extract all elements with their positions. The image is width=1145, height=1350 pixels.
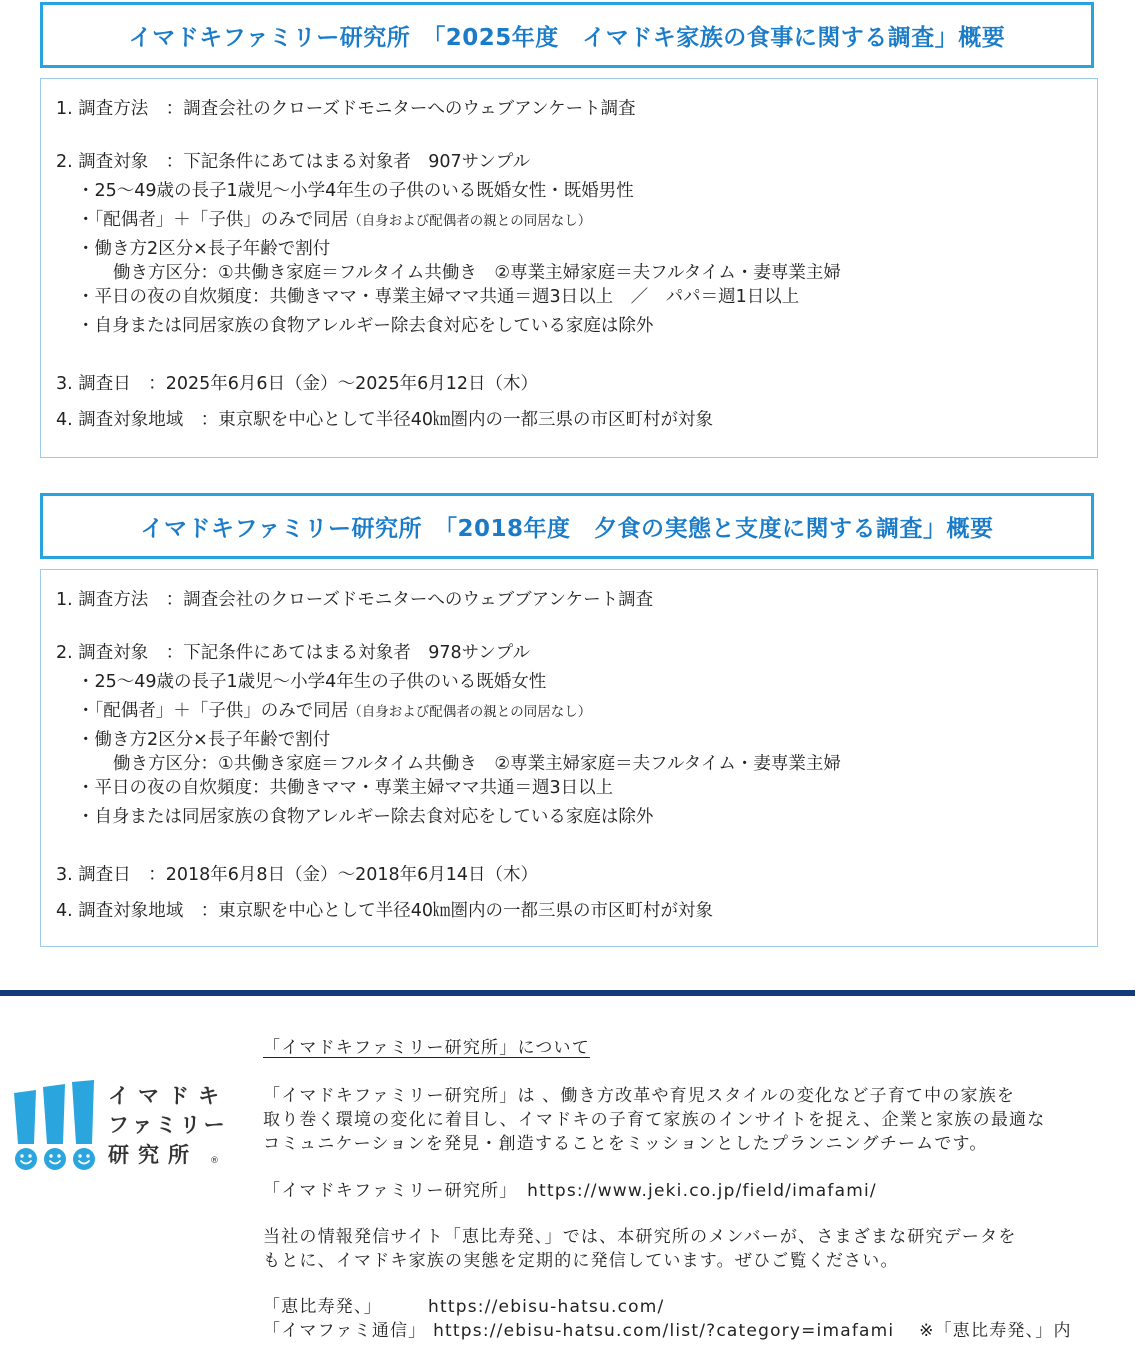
about-paragraph-line: 「イマドキファミリー研究所」は 、働き方改革や育児スタイルの変化など子育て中の家族を: [263, 1086, 1016, 1106]
survey-area-line: 4. 調査対象地域 ：東京駅を中心として半径40㎞圏内の一都三県の市区町村が対象: [56, 410, 714, 430]
about-paragraph-line: コミュニケーションを発見・創造することをミッションとしたプランニングチームです。: [263, 1134, 988, 1154]
imafami-tsushin-link: 「イマファミ通信」 https://ebisu-hatsu.com/list/?category=imafami ※「恵比寿発、」内: [263, 1321, 1072, 1341]
exclamation-faces-icon: [14, 1080, 244, 1180]
logo-text-line3: 研究所: [108, 1143, 198, 1167]
about-heading: 「イマドキファミリー研究所」について: [263, 1038, 590, 1058]
survey-2018-details: [40, 569, 1098, 947]
lab-site-line: 「イマドキファミリー研究所」 https://www.jeki.co.jp/field/imafami/: [263, 1181, 877, 1201]
work-style-categories: 働き方区分：①共働き家庭＝フルタイム共働き ②専業主婦家庭＝夫フルタイム・妻専業主婦: [113, 754, 841, 774]
household-note: （自身および配偶者の親との同居なし）: [348, 704, 592, 720]
survey-2025-details: [40, 78, 1098, 458]
survey-2025-title: [40, 2, 1094, 68]
method-line: 1. 調査方法 ：調査会社のクローズドモニターへのウェブブアンケート調査: [56, 590, 654, 610]
target-condition-cooking: ・平日の夜の自炊頻度：共働きママ・専業主婦ママ共通＝週3日以上 ／ パパ＝週1日以上: [77, 287, 800, 307]
target-condition-allergy: ・自身または同居家族の食物アレルギー除去食対応をしている家庭は除外: [77, 316, 654, 336]
target-condition-age: ・25～49歳の長子1歳児～小学4年生の子供のいる既婚女性・既婚男性: [77, 181, 634, 201]
survey-area-line: 4. 調査対象地域 ：東京駅を中心として半径40㎞圏内の一都三県の市区町村が対象: [56, 901, 714, 921]
info-site-paragraph-line: もとに、イマドキ家族の実態を定期的に発信しています。ぜひご覧ください。: [263, 1251, 899, 1271]
survey-date-line: 3. 調査日 ：2025年6月6日（金）～2025年6月12日（木）: [56, 374, 539, 394]
target-condition-cooking: ・平日の夜の自炊頻度：共働きママ・専業主婦ママ共通＝週3日以上: [77, 778, 614, 798]
registered-mark: ®: [210, 1156, 219, 1166]
method-line: 1. 調査方法 ：調査会社のクローズドモニターへのウェブアンケート調査: [56, 99, 636, 119]
target-condition-allocation: ・働き方2区分×長子年齢で割付: [77, 239, 331, 259]
target-condition-household: ・「配偶者」＋「子供」のみで同居（自身および配偶者の親との同居なし）: [77, 701, 592, 721]
imadoki-family-lab-logo: [14, 1080, 244, 1180]
ebisu-hatsu-link: 「恵比寿発、」 https://ebisu-hatsu.com/: [263, 1297, 665, 1317]
survey-date-line: 3. 調査日 ：2018年6月8日（金）～2018年6月14日（木）: [56, 865, 539, 885]
target-line: 2. 調査対象 ：下記条件にあてはまる対象者 907サンプル: [56, 152, 531, 172]
target-condition-age: ・25～49歳の長子1歳児～小学4年生の子供のいる既婚女性: [77, 672, 547, 692]
target-condition-allocation: ・働き方2区分×長子年齢で割付: [77, 730, 331, 750]
work-style-categories: 働き方区分：①共働き家庭＝フルタイム共働き ②専業主婦家庭＝夫フルタイム・妻専業主婦: [113, 263, 841, 283]
survey-2018-title: [40, 493, 1094, 559]
about-paragraph-line: 取り巻く環境の変化に着目し、イマドキの子育て家族のインサイトを捉え、企業と家族の最適な: [263, 1110, 1046, 1130]
household-note: （自身および配偶者の親との同居なし）: [348, 213, 592, 229]
info-site-paragraph-line: 当社の情報発信サイト「恵比寿発、」では、本研究所のメンバーが、さまざまな研究データを: [263, 1227, 1017, 1247]
logo-text-line1: イマドキ: [108, 1084, 228, 1108]
target-condition-household: ・「配偶者」＋「子供」のみで同居（自身および配偶者の親との同居なし）: [77, 210, 592, 230]
target-condition-allergy: ・自身または同居家族の食物アレルギー除去食対応をしている家庭は除外: [77, 807, 654, 827]
target-line: 2. 調査対象 ：下記条件にあてはまる対象者 978サンプル: [56, 643, 531, 663]
survey-2018-title-text: イマドキファミリー研究所 「2018年度 夕食の実態と支度に関する調査」概要: [140, 515, 994, 542]
survey-2025-title-text: イマドキファミリー研究所 「2025年度 イマドキ家族の食事に関する調査」概要: [128, 24, 1006, 51]
section-divider: [0, 990, 1135, 996]
logo-text-line2: ファミリー: [108, 1113, 228, 1137]
